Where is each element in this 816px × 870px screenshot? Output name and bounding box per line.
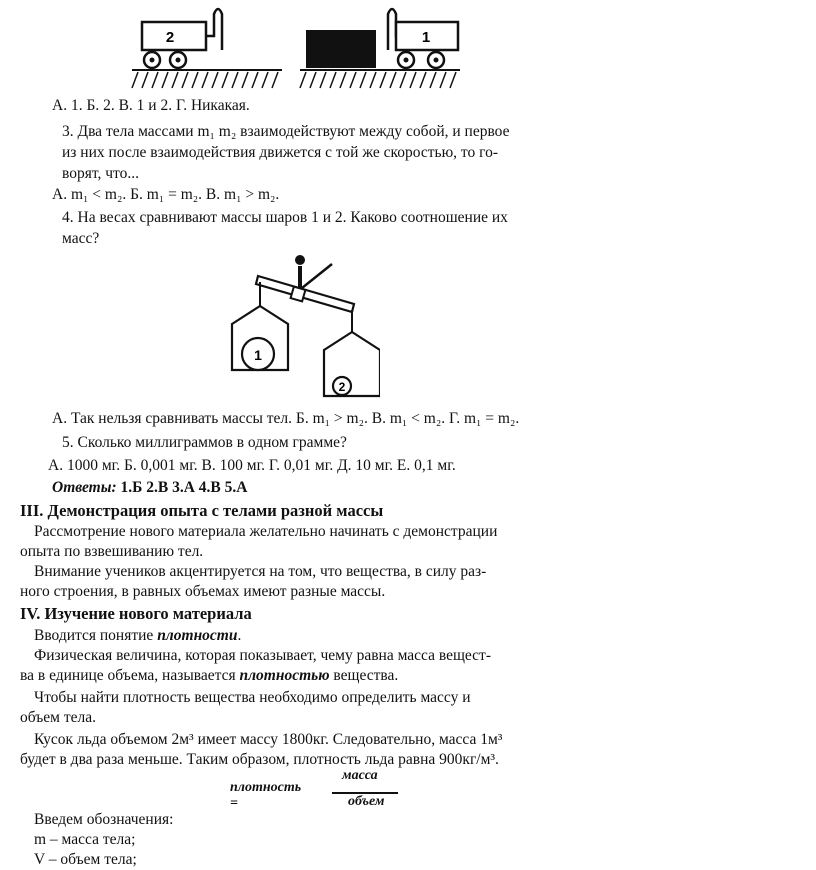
- formula-denominator: объем: [348, 794, 385, 809]
- section3-heading: III. Демонстрация опыта с телами разной массы: [20, 501, 384, 520]
- ball-2-label: 2: [338, 380, 346, 394]
- density-formula: [230, 768, 430, 814]
- section4-intro: Вводится понятие плотности.: [34, 627, 242, 644]
- answers-key-label: Ответы:: [52, 479, 117, 496]
- q4-line1: 4. На весах сравнивают массы шаров 1 и 2. Каково соотношение их: [62, 209, 508, 226]
- notation-m: m – масса тела;: [34, 831, 136, 848]
- section4-def-line2: ва в единице объема, называется плотностью вещества.: [20, 667, 399, 684]
- balance-scale-figure: [220, 244, 380, 402]
- answers-key-value: 1.Б 2.В 3.А 4.В 5.А: [120, 479, 248, 496]
- section4-def-line1: Физическая величина, которая показывает, чему равна масса вещест-: [34, 647, 491, 664]
- section4-find-line2: объем тела.: [20, 709, 96, 726]
- cart-left-label: 2: [165, 29, 175, 46]
- section3-p2-line1: Внимание учеников акцентируется на том, что вещества, в силу раз-: [34, 563, 487, 580]
- notation-intro: Введем обозначения:: [34, 811, 174, 828]
- q3-line1: 3. Два тела массами m₁ m₂ взаимодействуют между собой, и первое: [62, 123, 510, 140]
- q5-answers: А. 1000 мг. Б. 0,001 мг. В. 100 мг. Г. 0,01 мг. Д. 10 мг. Е. 0,1 мг.: [48, 457, 456, 474]
- section4-find-line1: Чтобы найти плотность вещества необходимо определить массу и: [34, 689, 471, 706]
- notation-v: V – объем тела;: [34, 851, 137, 868]
- cart-right-label: 1: [421, 29, 431, 46]
- section4-ice-line2: будет в два раза меньше. Таким образом, плотность льда равна 900кг/м³.: [20, 751, 499, 768]
- formula-numerator: масса: [342, 768, 378, 783]
- q3-answers: А. m₁ < m₂. Б. m₁ = m₂. В. m₁ > m₂.: [52, 186, 280, 203]
- term-plotnostyu: плотностью: [239, 667, 330, 684]
- carts-figure: [130, 0, 470, 92]
- section4-heading: IV. Изучение нового материала: [20, 604, 252, 623]
- ball-1-label: 1: [254, 347, 262, 363]
- term-plotnosti: плотности: [157, 627, 238, 644]
- q3-line3: ворят, что...: [62, 165, 139, 182]
- formula-lhs: плотность =: [230, 780, 302, 811]
- q4-answers: А. Так нельзя сравнивать массы тел. Б. m₁ > m₂. В. m₁ < m₂. Г. m₁ = m₂.: [52, 410, 520, 427]
- q5-question: 5. Сколько миллиграммов в одном грамме?: [62, 434, 347, 451]
- q2-answers: А. 1. Б. 2. В. 1 и 2. Г. Никакая.: [52, 97, 250, 114]
- q3-line2: из них после взаимодействия движется с той же скоростью, то го-: [62, 144, 498, 161]
- section3-p1-line1: Рассмотрение нового материала желательно начинать с демонстрации: [34, 523, 498, 540]
- answers-key: [52, 478, 247, 497]
- q4-line2: масс?: [62, 230, 100, 247]
- section3-p2-line2: ного строения, в равных объемах имеют разные массы.: [20, 583, 386, 600]
- section3-p1-line2: опыта по взвешиванию тел.: [20, 543, 204, 560]
- section4-ice-line1: Кусок льда объемом 2м³ имеет массу 1800кг. Следовательно, масса 1м³: [34, 731, 503, 748]
